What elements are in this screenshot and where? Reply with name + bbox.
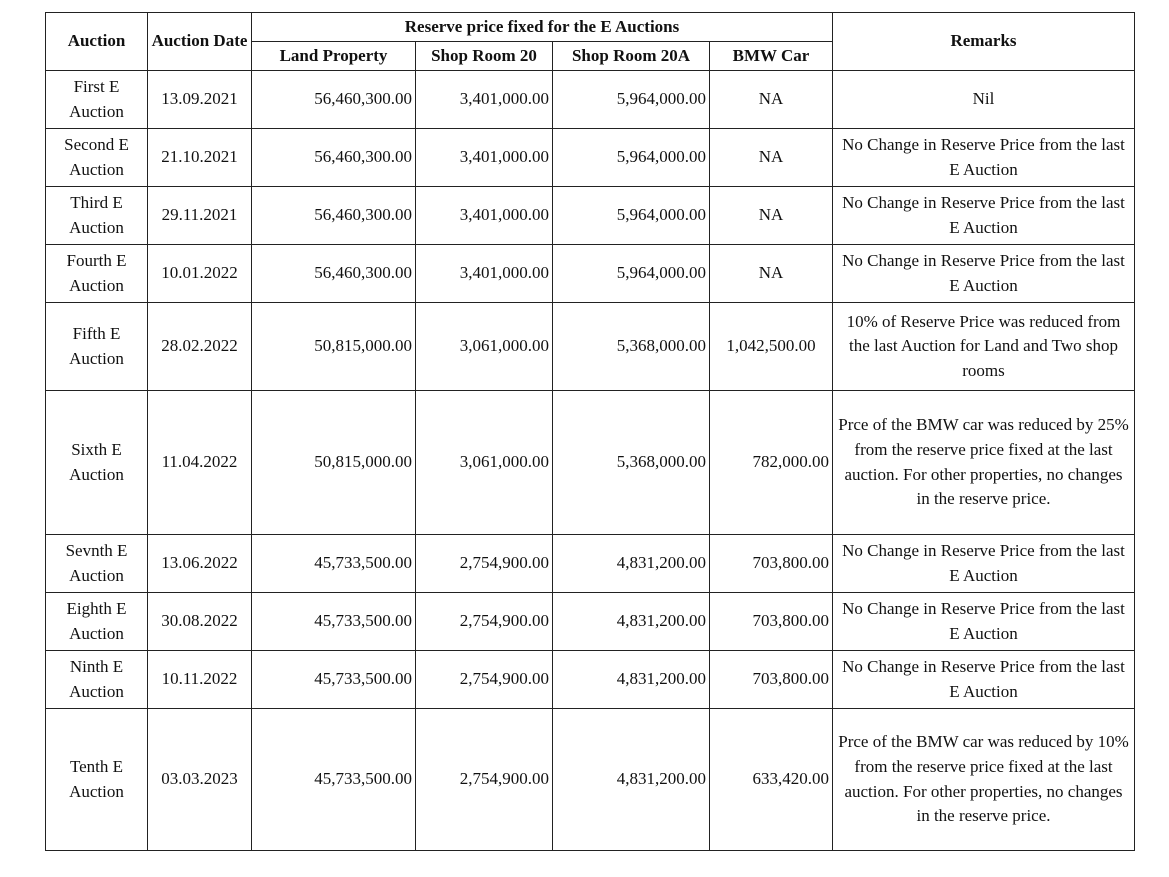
- auction-name-cell: Fourth E Auction: [46, 245, 148, 303]
- table-row: [46, 593, 1135, 651]
- land-property-cell: 45,733,500.00: [252, 535, 416, 593]
- auction-name-cell: First E Auction: [46, 71, 148, 129]
- shop-room-20a-cell: 5,964,000.00: [553, 71, 710, 129]
- shop-room-20a-cell: 5,964,000.00: [553, 245, 710, 303]
- header-reserve-price-group: Reserve price fixed for the E Auctions: [252, 13, 833, 42]
- table-row: [46, 245, 1135, 303]
- auction-name-cell: Ninth E Auction: [46, 651, 148, 709]
- header-auction-date: Auction Date: [148, 13, 252, 71]
- auction-date-cell: 10.11.2022: [148, 651, 252, 709]
- land-property-cell: 50,815,000.00: [252, 391, 416, 535]
- bmw-car-cell: 703,800.00: [710, 593, 833, 651]
- bmw-car-cell: 1,042,500.00: [710, 303, 833, 391]
- header-shop-room-20: Shop Room 20: [416, 42, 553, 71]
- auction-date-cell: 29.11.2021: [148, 187, 252, 245]
- auction-name-cell: Tenth E Auction: [46, 709, 148, 851]
- table-row: [46, 129, 1135, 187]
- auction-date-cell: 11.04.2022: [148, 391, 252, 535]
- shop-room-20-cell: 3,401,000.00: [416, 245, 553, 303]
- table-row: [46, 71, 1135, 129]
- table-row: [46, 535, 1135, 593]
- auction-name-cell: Third E Auction: [46, 187, 148, 245]
- header-land-property: Land Property: [252, 42, 416, 71]
- shop-room-20-cell: 3,401,000.00: [416, 187, 553, 245]
- auction-reserve-price-table: [45, 12, 1135, 851]
- auction-name-cell: Eighth E Auction: [46, 593, 148, 651]
- table-row: [46, 303, 1135, 391]
- bmw-car-cell: 703,800.00: [710, 651, 833, 709]
- land-property-cell: 45,733,500.00: [252, 709, 416, 851]
- shop-room-20a-cell: 5,368,000.00: [553, 391, 710, 535]
- shop-room-20-cell: 3,061,000.00: [416, 303, 553, 391]
- bmw-car-cell: 703,800.00: [710, 535, 833, 593]
- auction-name-cell: Sixth E Auction: [46, 391, 148, 535]
- bmw-car-cell: NA: [710, 129, 833, 187]
- remarks-cell: 10% of Reserve Price was reduced from the last Auction for Land and Two shop rooms: [833, 303, 1135, 391]
- remarks-cell: No Change in Reserve Price from the last E Auction: [833, 129, 1135, 187]
- auction-name-cell: Fifth E Auction: [46, 303, 148, 391]
- auction-date-cell: 30.08.2022: [148, 593, 252, 651]
- land-property-cell: 56,460,300.00: [252, 71, 416, 129]
- land-property-cell: 45,733,500.00: [252, 651, 416, 709]
- auction-date-cell: 13.09.2021: [148, 71, 252, 129]
- auction-date-cell: 10.01.2022: [148, 245, 252, 303]
- shop-room-20a-cell: 4,831,200.00: [553, 535, 710, 593]
- remarks-cell: No Change in Reserve Price from the last E Auction: [833, 535, 1135, 593]
- land-property-cell: 56,460,300.00: [252, 245, 416, 303]
- shop-room-20-cell: 2,754,900.00: [416, 709, 553, 851]
- table-row: [46, 651, 1135, 709]
- bmw-car-cell: 782,000.00: [710, 391, 833, 535]
- auction-date-cell: 13.06.2022: [148, 535, 252, 593]
- table-row: [46, 391, 1135, 535]
- remarks-cell: Prce of the BMW car was reduced by 10% from the reserve price fixed at the last auction. For other properties, no changes in the reserve price.: [833, 709, 1135, 851]
- remarks-cell: Nil: [833, 71, 1135, 129]
- header-remarks: Remarks: [833, 13, 1135, 71]
- header-auction: Auction: [46, 13, 148, 71]
- shop-room-20-cell: 3,401,000.00: [416, 71, 553, 129]
- auction-name-cell: Second E Auction: [46, 129, 148, 187]
- bmw-car-cell: 633,420.00: [710, 709, 833, 851]
- bmw-car-cell: NA: [710, 245, 833, 303]
- shop-room-20a-cell: 4,831,200.00: [553, 593, 710, 651]
- shop-room-20a-cell: 5,368,000.00: [553, 303, 710, 391]
- header-shop-room-20a: Shop Room 20A: [553, 42, 710, 71]
- shop-room-20-cell: 2,754,900.00: [416, 651, 553, 709]
- auction-name-cell: Sevnth E Auction: [46, 535, 148, 593]
- land-property-cell: 50,815,000.00: [252, 303, 416, 391]
- shop-room-20a-cell: 5,964,000.00: [553, 129, 710, 187]
- land-property-cell: 56,460,300.00: [252, 129, 416, 187]
- land-property-cell: 45,733,500.00: [252, 593, 416, 651]
- bmw-car-cell: NA: [710, 71, 833, 129]
- auction-date-cell: 21.10.2021: [148, 129, 252, 187]
- shop-room-20-cell: 3,061,000.00: [416, 391, 553, 535]
- shop-room-20-cell: 3,401,000.00: [416, 129, 553, 187]
- remarks-cell: Prce of the BMW car was reduced by 25% from the reserve price fixed at the last auction. For other properties, no changes in the reserve price.: [833, 391, 1135, 535]
- auction-date-cell: 03.03.2023: [148, 709, 252, 851]
- shop-room-20-cell: 2,754,900.00: [416, 535, 553, 593]
- remarks-cell: No Change in Reserve Price from the last E Auction: [833, 651, 1135, 709]
- remarks-cell: No Change in Reserve Price from the last E Auction: [833, 245, 1135, 303]
- remarks-cell: No Change in Reserve Price from the last E Auction: [833, 593, 1135, 651]
- bmw-car-cell: NA: [710, 187, 833, 245]
- shop-room-20a-cell: 4,831,200.00: [553, 709, 710, 851]
- shop-room-20-cell: 2,754,900.00: [416, 593, 553, 651]
- land-property-cell: 56,460,300.00: [252, 187, 416, 245]
- table-row: [46, 709, 1135, 851]
- table-row: [46, 187, 1135, 245]
- remarks-cell: No Change in Reserve Price from the last E Auction: [833, 187, 1135, 245]
- auction-date-cell: 28.02.2022: [148, 303, 252, 391]
- shop-room-20a-cell: 4,831,200.00: [553, 651, 710, 709]
- shop-room-20a-cell: 5,964,000.00: [553, 187, 710, 245]
- header-bmw-car: BMW Car: [710, 42, 833, 71]
